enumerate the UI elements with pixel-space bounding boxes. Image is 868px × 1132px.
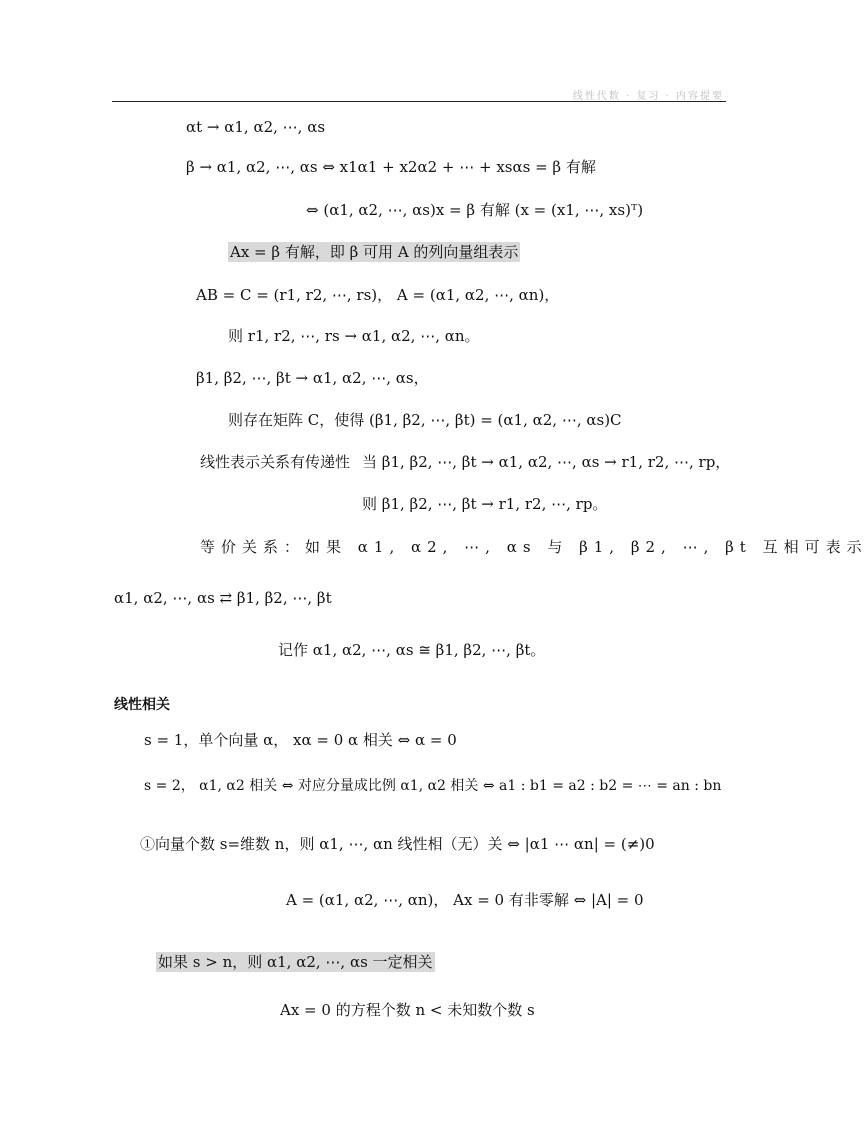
formula-line-12: α1, α2, ⋯, αs ⇄ β1, β2, ⋯, βt [114,589,332,607]
formula-line-5: AB = C = (r1, r2, ⋯, rs)， A = (α1, α2, ⋯, αn)， [196,286,560,304]
page-header-text: 线性代数 · 复习 · 内容提要 [572,91,724,102]
formula-line-9: 当 β1, β2, ⋯, βt → α1, α2, ⋯, αs → r1, r2, ⋯, rp， [362,453,731,471]
header-rule [112,101,726,102]
dep-line-5 [156,952,435,972]
dep-line-6: Ax = 0 的方程个数 n < 未知数个数 s [280,1001,535,1019]
formula-line-8: 则存在矩阵 C，使得 (β1, β2, ⋯, βt) = (α1, α2, ⋯, αs)C [228,411,622,429]
formula-line-13: 记作 α1, α2, ⋯, αs ≅ β1, β2, ⋯, βt。 [278,641,546,659]
highlight-s-greater-n: 如果 s > n，则 α1, α2, ⋯, αs 一定相关 [158,953,433,971]
formula-line-3: ⇔ (α1, α2, ⋯, αs)x = β 有解 (x = (x1, ⋯, xs)ᵀ) [306,201,644,219]
transitivity-label: 线性表示关系有传递性 [200,453,351,471]
highlight-ax-beta: Ax = β 有解，即 β 可用 A 的列向量组表示 [230,243,519,261]
formula-line-4 [228,242,520,262]
formula-line-1: αt → α1, α2, ⋯, αs [186,118,326,136]
formula-line-6: 则 r1, r2, ⋯, rs → α1, α2, ⋯, αn。 [228,327,480,345]
formula-line-2: β → α1, α2, ⋯, αs ⇔ x1α1 + x2α2 + ⋯ + xsαs = β 有解 [186,158,596,176]
dep-line-3: ①向量个数 s=维数 n，则 α1, ⋯, αn 线性相（无）关 ⇔ |α1 ⋯ αn| = (≠)0 [140,835,655,853]
formula-line-10: 则 β1, β2, ⋯, βt → r1, r2, ⋯, rp。 [362,495,608,513]
dep-line-2: s = 2， α1, α2 相关 ⇔ 对应分量成比例 α1, α2 相关 ⇔ a1 : b1 = a2 : b2 = ⋯ = an : bn [144,778,722,794]
section-title-linear-dependence: 线性相关 [114,697,170,713]
dep-line-4: A = (α1, α2, ⋯, αn)， Ax = 0 有非零解 ⇔ |A| = 0 [286,891,644,909]
dep-line-1: s = 1，单个向量 α， xα = 0 α 相关 ⇔ α = 0 [144,731,457,749]
formula-line-7: β1, β2, ⋯, βt → α1, α2, ⋯, αs， [196,369,429,387]
equivalence-line: 等价关系：如果 α1, α2, ⋯, αs 与 β1, β2, ⋯, βt 互相可表示 [200,538,868,556]
